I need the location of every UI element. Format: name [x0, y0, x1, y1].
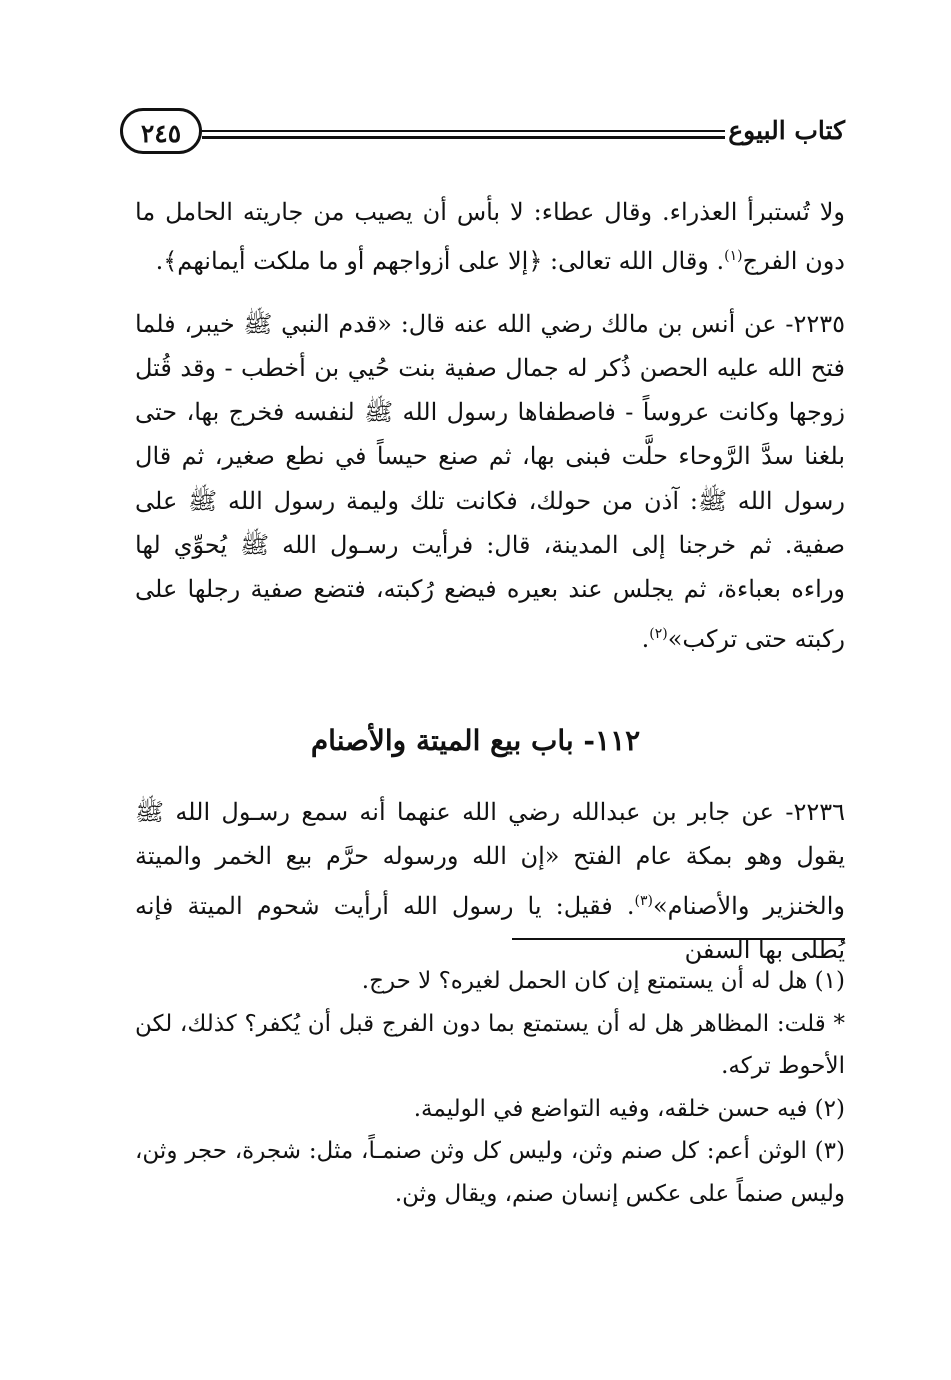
footnotes — [135, 960, 845, 1215]
footnote-separator — [512, 938, 845, 940]
paragraph-ata — [135, 190, 845, 284]
hadith-2236 — [135, 790, 845, 972]
header-rule — [202, 130, 725, 139]
footnote-note: * قلت: المظاهر هل له أن يستمتع بما دون الفرج قبل أن يُكفر؟ كذلك، لكن الأحوط تركه. — [135, 1010, 845, 1079]
hadith-2236-tail: . فقيل: يا رسول الله أرأيت شحوم الميتة فإنه يُطلى بها السفن — [135, 891, 845, 964]
footnote-2: (٢) فيه حسن خلقه، وفيه التواضع في الوليمة. — [413, 1095, 845, 1122]
hadith-2236-text: ٢٢٣٦- عن جابر بن عبدالله رضي الله عنهما أنه سمع رسـول الله ﷺ يقول وهو بمكة عام الفتح «إن الله ورسوله حرَّم بيع الخمر والميتة والخنزير والأصنام» — [135, 798, 845, 920]
page-header — [120, 108, 845, 160]
chapter-heading: ١١٢- باب بيع الميتة والأصنام — [310, 724, 641, 757]
hadith-2235 — [135, 302, 845, 661]
footnote-3: (٣) الوثن أعم: كل صنم وثن، وليس كل وثن صنمـاً، مثل: شجرة، حجر وثن، وليس صنماً على عكس إنسان صنم، ويقال وثن. — [135, 1138, 845, 1207]
main-text-top — [135, 190, 845, 661]
hadith-2235-tail: . — [641, 624, 650, 653]
running-title: كتاب البيوع — [728, 116, 845, 145]
footnote-ref-2: (٢) — [649, 625, 668, 642]
footnote-ref-3: (٣) — [634, 892, 653, 909]
hadith-2235-text: ٢٢٣٥- عن أنس بن مالك رضي الله عنه قال: «قدم النبي ﷺ خيبر، فلما فتح الله عليه الحصن ذُكر له جمال صفية بنت حُيي بن أخطب - وقد قُتل زوجها وكانت عروساً - فاصطفاها رسول الله ﷺ لنفسه فخرج بها، حتى بلغنا سدَّ الرَّوحاء حلَّت فبنى بها، ثم صنع حيساً في نطع صغير، ثم قال رسول الله ﷺ: آذن من حولك، فكانت تلك وليمة رسول الله ﷺ على صفية. ثم خرجنا إلى المدينة، قال: فرأيت رسـول الله ﷺ يُحوِّي لها وراءه بعباءة، ثم يجلس عند بعيره فيضع رُكبته، فتضع صفية رجلها على ركبته حتى تركب» — [135, 309, 845, 653]
footnote-ref-1: (١) — [724, 248, 743, 265]
main-text-bottom — [135, 790, 845, 972]
paragraph-ata-text: ولا تُستبرأ العذراء. وقال عطاء: لا بأس أن يصيب من جاريته الحامل ما دون الفرج — [135, 198, 845, 276]
page-number: ٢٤٥ — [120, 108, 202, 154]
paragraph-ata-tail: . وقال الله تعالى: ﴿إلا على أزواجهم أو ما ملكت أيمانهم﴾. — [155, 247, 725, 276]
footnote-1: (١) هل له أن يستمتع إن كان الحمل لغيره؟ لا حرج. — [361, 968, 845, 994]
